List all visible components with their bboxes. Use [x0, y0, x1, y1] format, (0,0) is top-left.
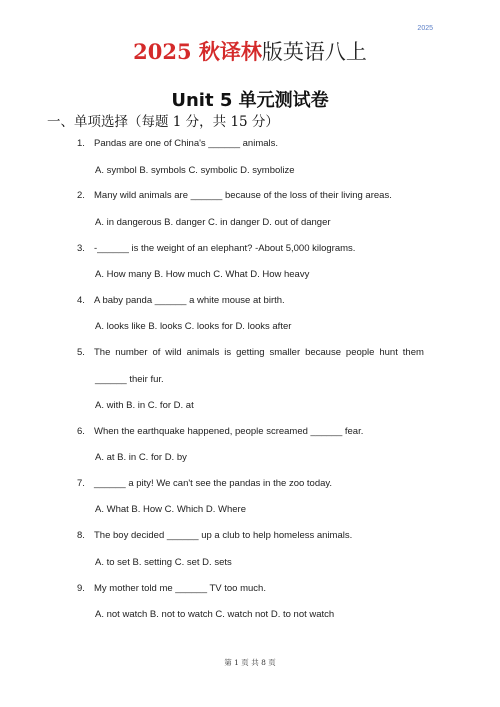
question-text: A baby panda ______ a white mouse at birth. [94, 295, 285, 306]
question-5-options: A. with B. in C. for D. at [95, 400, 194, 411]
question-8-options: A. to set B. setting C. set D. sets [95, 557, 232, 568]
question-8 [77, 530, 352, 541]
question-3 [77, 243, 355, 254]
question-number: 7. [77, 478, 85, 489]
document-title [0, 36, 500, 66]
question-5 [77, 347, 94, 358]
question-4-options: A. looks like B. looks C. looks for D. looks after [95, 321, 292, 332]
question-number: 2. [77, 190, 85, 201]
word: of [152, 347, 161, 358]
corner-year-label: 2025 [417, 25, 433, 32]
question-6 [77, 426, 363, 437]
question-text: -______ is the weight of an elephant? -About 5,000 kilograms. [94, 243, 356, 254]
question-3-options: A. How many B. How much C. What D. How heavy [95, 269, 310, 280]
word: smaller [269, 347, 301, 358]
question-5-text-continued: ______ their fur. [95, 374, 164, 385]
word: wild [165, 347, 182, 358]
question-9-options: A. not watch B. not to watch C. watch not D. to not watch [95, 609, 335, 620]
question-5-text-line [94, 347, 424, 358]
question-number: 6. [77, 426, 85, 437]
question-number: 9. [77, 583, 85, 594]
word: The [94, 347, 111, 358]
question-text: When the earthquake happened, people screamed ______ fear. [94, 426, 364, 437]
question-text: Many wild animals are ______ because of the loss of their living areas. [94, 190, 392, 201]
word: getting [236, 347, 265, 358]
question-text: ______ a pity! We can't see the pandas in the zoo today. [94, 478, 333, 489]
question-2 [77, 190, 392, 201]
title-black-part: 版英语八上 [261, 40, 367, 64]
question-text: Pandas are one of China's ______ animals. [94, 138, 279, 149]
word: because [305, 347, 341, 358]
question-6-options: A. at B. in C. for D. by [95, 452, 187, 463]
question-4 [77, 295, 285, 306]
word: them [402, 347, 424, 358]
page-footer: 第 1 页 共 8 页 [224, 658, 276, 667]
title-red-part: 2025 秋译林 [133, 39, 262, 64]
question-number: 8. [77, 530, 85, 541]
question-9 [77, 583, 266, 594]
question-text: The boy decided ______ up a club to help homeless animals. [94, 530, 353, 541]
question-7 [77, 478, 332, 489]
word: animals [186, 347, 220, 358]
word: number [115, 347, 148, 358]
question-number: 1. [77, 138, 85, 149]
question-2-options: A. in dangerous B. danger C. in danger D. out of danger [95, 217, 331, 228]
word: is [224, 347, 232, 358]
question-number: 4. [77, 295, 85, 306]
question-number: 5. [77, 347, 85, 358]
section-heading: 一、单项选择（每题 1 分，共 15 分） [47, 114, 279, 130]
question-number: 3. [77, 243, 85, 254]
unit-title: Unit 5 单元测试卷 [171, 90, 329, 111]
word: hunt [379, 347, 398, 358]
question-1 [77, 138, 278, 149]
question-text: My mother told me ______ TV too much. [94, 583, 266, 594]
question-7-options: A. What B. How C. Which D. Where [95, 504, 246, 515]
word: people [345, 347, 375, 358]
question-1-options: A. symbol B. symbols C. symbolic D. symbolize [95, 165, 295, 176]
